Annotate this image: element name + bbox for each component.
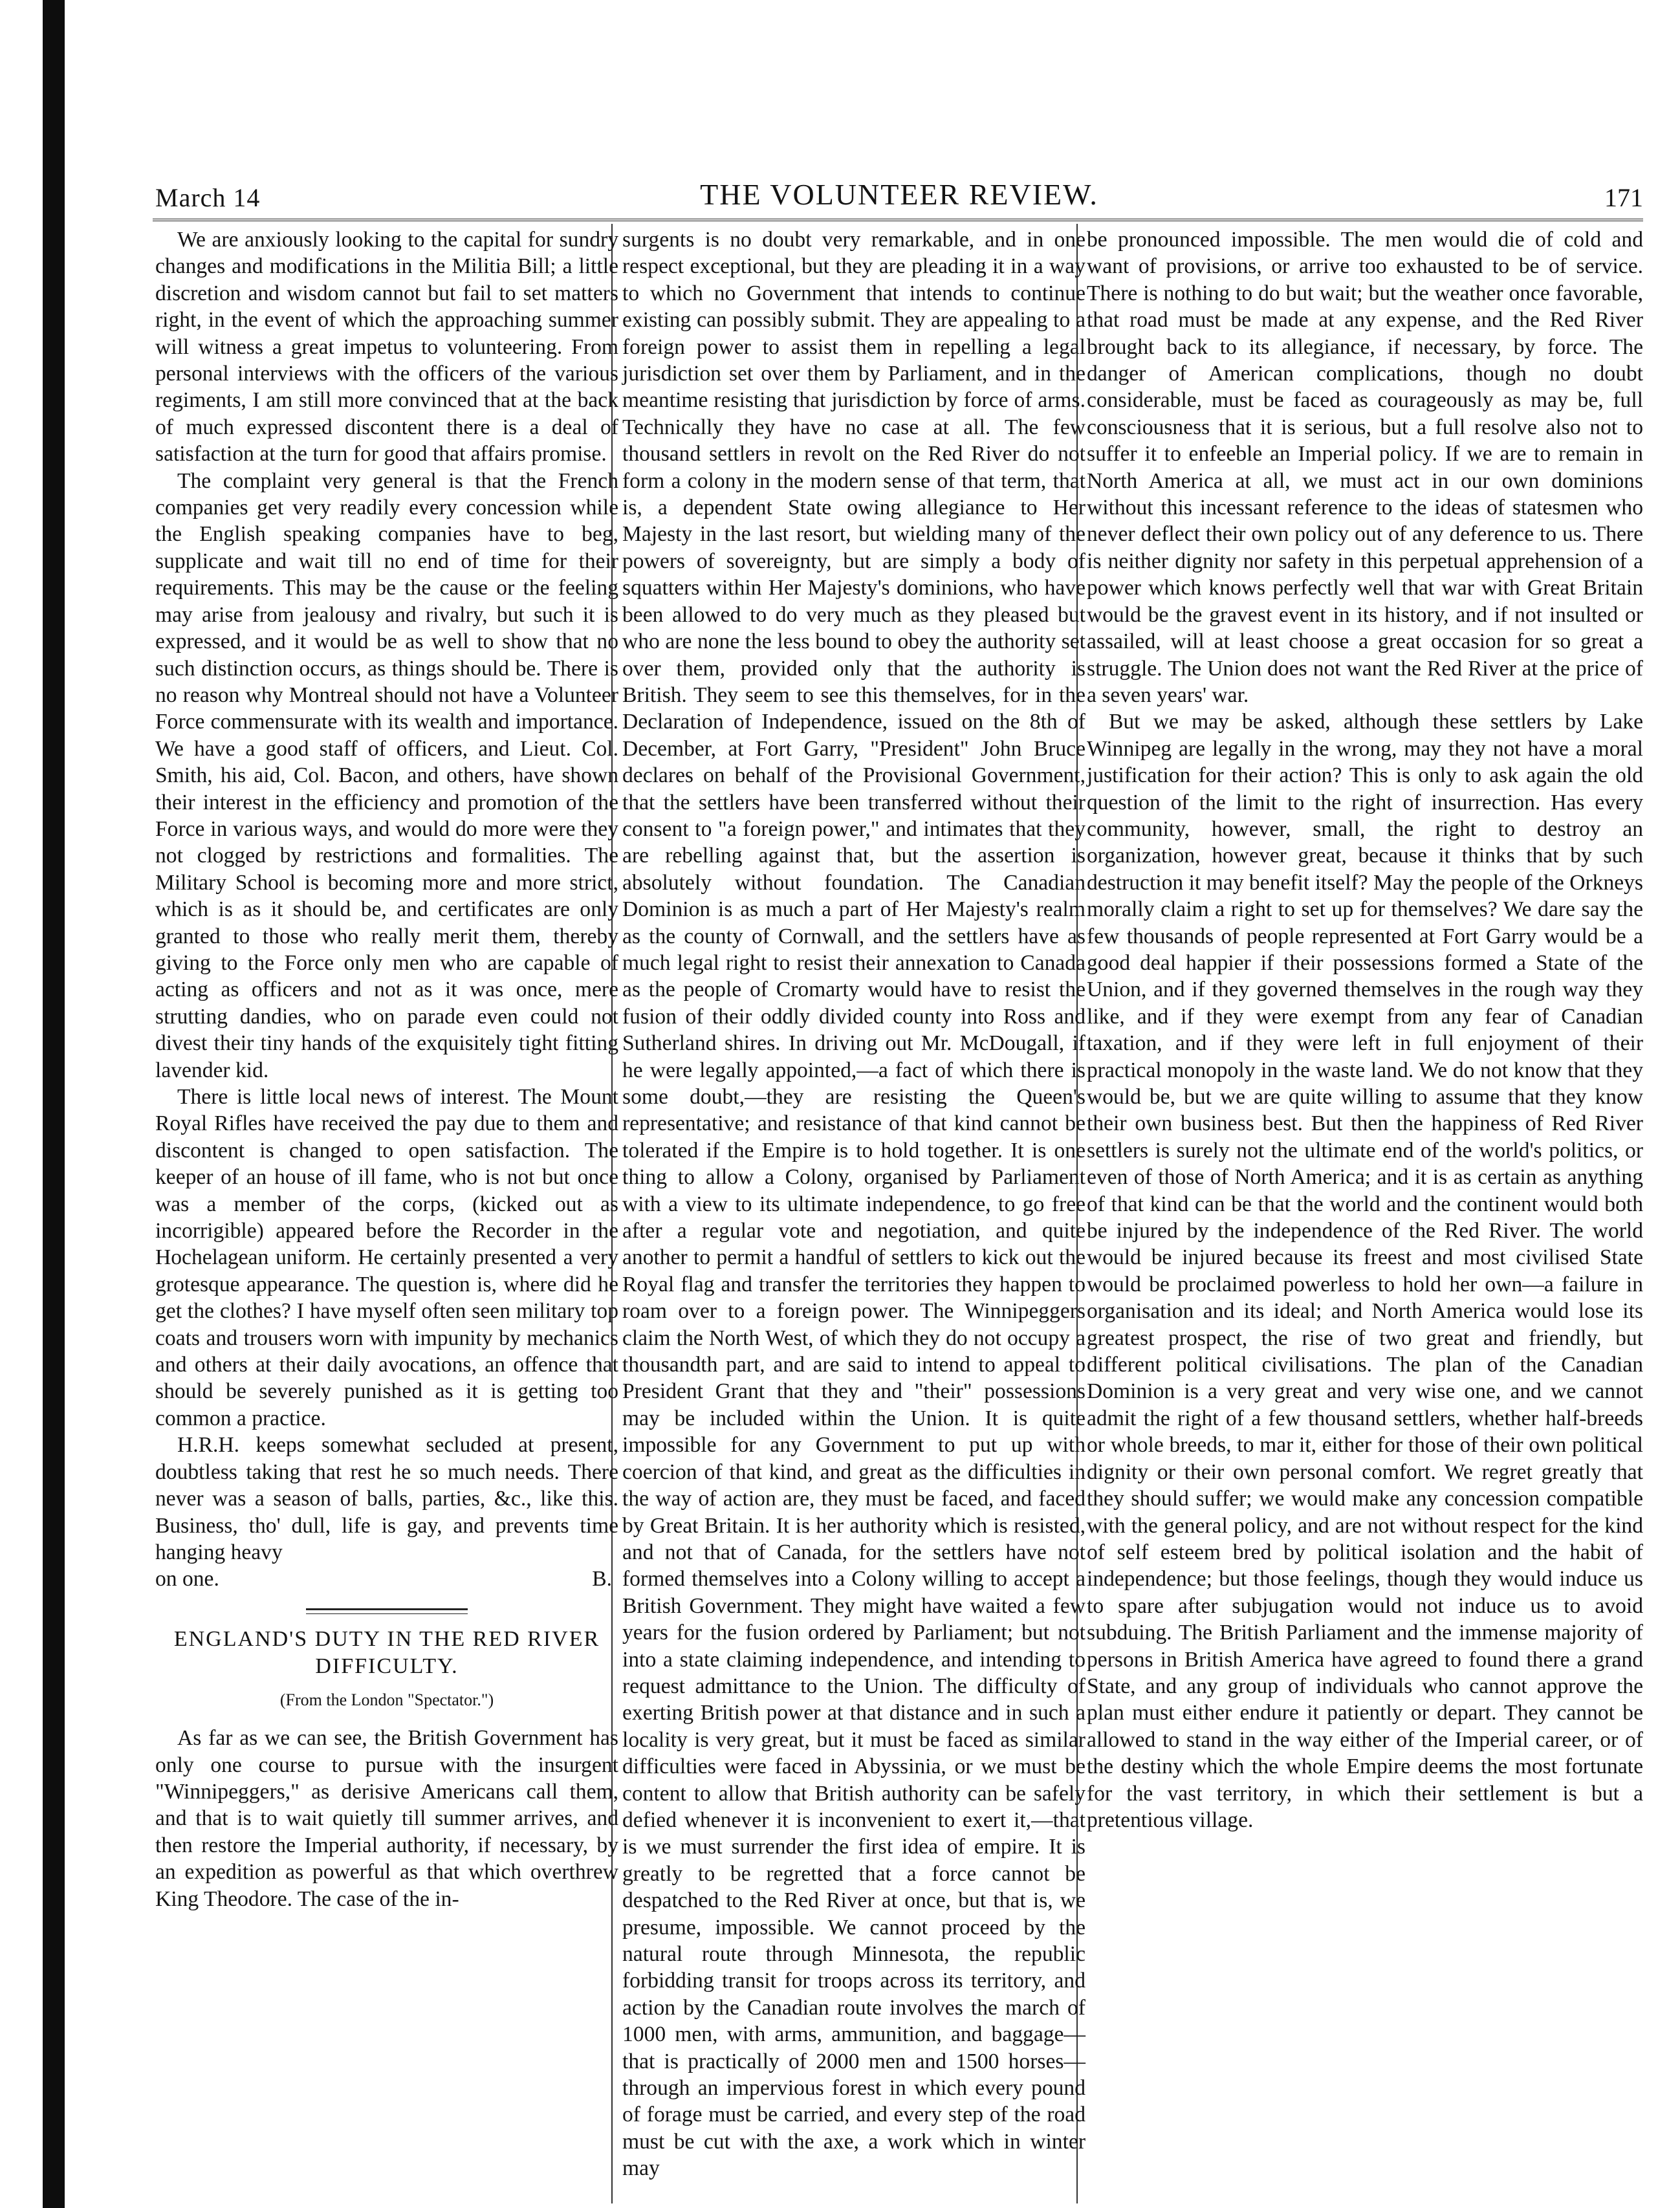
column-2 — [622, 226, 1085, 2182]
paragraph: There is little local news of interest. The Mount Royal Rifles have received the pay due to them and discontent is changed to open satisfaction. The keeper of an house of ill fame, who is not but once was a member of the corps, (kicked out as incorrigible) appeared before the Recorder in the Hochelagean uniform. He certainly presented a very grotesque appearance. The question is, where did he get the clothes? I have myself often seen military top coats and trousers worn with impunity by mechanics and others at their daily avocations, an offence that should be severely punished as it is getting too common a practice. — [155, 1085, 618, 1430]
column-1 — [155, 226, 618, 1912]
paragraph: But we may be asked, although these settlers by Lake Winnipeg are legally in the wrong, may they not have a moral justification for their action? This is only to ask again the old question of the limit to the right of insurrection. Has every community, however, small, the right to destroy an organization, however great, because it thinks that by such destruction it may benefit itself? May the people of the Orkneys morally claim a right to set up for themselves? We dare say the few thousands of people represented at Fort Garry would be a good deal happier if their possessions formed a State of the Union, and if they governed themselves in the rough way they like, and if they were exempt from any fear of Canadian taxation, and if they were left in full enjoyment of their practical monopoly in the waste land. We do not know that they would be, but we are quite willing to assume that they know their own business best. But then the happiness of Red River settlers is surely not the ultimate end of the world's politics, or even of those of North America; and it is as certain as anything of that kind can be that the world and the continent would both be injured by the independence of the Red River. The world would be injured because its freest and most civilised State would be proclaimed powerless to hold her own—a failure in organisation and its ideal; and North America would lose its greatest prospect, the rise of two great and friendly, but different political civilisations. The plan of the Canadian Dominion is a very great and very wise one, and we cannot admit the right of a few thousand settlers, whether half-breeds or whole breeds, to mar it, either for those of their own political dignity or their own personal comfort. We regret greatly that they should suffer; we would make any concession compatible with the general policy, and are not without respect for the kind of self esteem bred by political isolation and the habit of independence; but those feelings, though they would induce us to spare after subjugation would not induce us to avoid subduing. The British Parliament and the immense majority of persons in British America have agreed to found there a grand State, and any group of individuals who cannot approve the plan must either endure it patiently or depart. They cannot be allowed to stand in the way either of the Imperial career, or of the destiny which the whole Empire deems the most fortunate for the vast territory, in which their settlement is but a pretentious village. — [1087, 710, 1643, 1832]
article-heading: ENGLAND'S DUTY IN THE RED RIVER DIFFICULTY. — [173, 1626, 600, 1678]
paragraph: H.R.H. keeps somewhat secluded at present, doubtless taking that rest he so much needs. There never was a season of balls, parties, &c., like this. Business, tho' dull, life is gay, and prevents time hanging heavy — [155, 1433, 618, 1564]
section-separator — [306, 1608, 468, 1614]
letter-signoff — [155, 1566, 618, 1592]
paragraph: We are anxiously looking to the capital for sundry changes and modifications in the Militia Bill; a little discretion and wisdom cannot but fail to set matters right, in the event of which the approaching summer will witness a great impetus to volunteering. From personal interviews with the officers of the various regiments, I am still more convinced that at the back of much expressed discontent there is a deal of satisfaction at the turn for good that affairs promise. — [155, 228, 618, 466]
closing-words: on one. — [155, 1567, 219, 1591]
paragraph: surgents is no doubt very remarkable, and in one respect exceptional, but they are pleading it in a way to which no Government that intends to continue existing can possibly submit. They are appealing to a foreign power to assist them in repelling a legal jurisdiction set over them by Parliament, and in the meantime resisting that jurisdiction by force of arms. Technically they have no case at all. The few thousand settlers in revolt on the Red River do not form a colony in the modern sense of that term, that is, a dependent State owing allegiance to Her Majesty in the last resort, but wielding many of the powers of sovereignty, but are simply a body of squatters within Her Majesty's dominions, who have been allowed to do very much as they pleased but who are none the less bound to obey the authority set over them, provided only that the authority is British. They seem to see this themselves, for in the Declaration of Independence, issued on the 8th of December, at Fort Garry, "President" John Bruce declares on behalf of the Provisional Government, that the settlers have been transferred without their consent to "a foreign power," and intimates that they are rebelling against that, but the assertion is absolutely without foundation. The Canadian Dominion is as much a part of Her Majesty's realm as the county of Cornwall, and the settlers have as much legal right to resist their annexation to Canada as the people of Cromarty would have to resist the fusion of their oddly divided county into Ross and Sutherland shires. In driving out Mr. McDougall, if he were legally appointed,—a fact of which there is some doubt,—they are resisting the Queen's representative; and resistance of that kind cannot be tolerated if the Empire is to hold together. It is one thing to allow a Colony, organised by Parliament with a view to its ultimate independence, to go free after a regular vote and negotiation, and quite another to permit a handful of settlers to kick out the Royal flag and transfer the territories they happen to roam over to a foreign power. The Winnipeggers claim the North West, of which they do not occupy a thousandth part, and are said to intend to appeal to President Grant that they and "their" possessions may be included within the Union. It is quite impossible for any Government to put up with coercion of that kind, and great as the difficulties in the way of action are, they must be faced, and faced by Great Britain. It is her authority which is resisted, and not that of Canada, for the settlers have not formed themselves into a Colony willing to accept a British Government. They might have waited a few years for the fusion ordered by Parliament; but not into a state claiming independence, and intending to request admittance to the Union. The difficulty of exerting British power at that distance and in such a locality is very great, but it must be faced as similar difficulties were faced in Abyssinia, or we must be content to allow that British authority can be safely defied whenever it is inconvenient to exert it,—that is we must surrender the first idea of empire. It is greatly to be regretted that a force cannot be despatched to the Red River at once, but that is, we presume, impossible. We cannot proceed by the natural route through Minnesota, the republic forbidding transit for troops across its territory, and action by the Canadian route involves the march of 1000 men, with arms, ammunition, and baggage—that is practically of 2000 men and 1500 horses—through an impervious forest in which every pound of forage must be carried, and every step of the road must be cut with the axe, a work which in winter may — [622, 228, 1085, 2181]
paragraph: be pronounced impossible. The men would die of cold and want of provisions, or arrive too exhausted to be of service. There is nothing to do but wait; but the weather once favorable, that road must be made at any expense, and the Red River brought back to its allegiance, if necessary, by force. The danger of American complications, though no doubt considerable, must be faced as courageously as may be, full consciousness that it is serious, but a full resolve also not to suffer it to enfeeble an Imperial policy. If we are to remain in North America at all, we must act in our own dominions without this incessant reference to the ideas of statesmen who never deflect their own policy out of any deference to us. There is neither dignity nor safety in this perpetual apprehension of a power which knows perfectly well that war with Great Britain would be the gravest event in its history, and if not insulted or assailed, will at least choose a great occasion for so great a struggle. The Union does not want the Red River at the price of a seven years' war. — [1087, 228, 1643, 707]
article-source: (From the London "Spectator.") — [279, 1690, 494, 1709]
binding-edge — [43, 0, 65, 2208]
page-header — [155, 173, 1643, 219]
paragraph: The complaint very general is that the French companies get very readily every concession while the English speaking companies have to beg, supplicate and wait till no end of time for their requirements. This may be the cause or the feeling may arise from jealousy and rivalry, but such it is expressed, and it would be as well to show that no such distinction occurs, as things should be. There is no reason why Montreal should not have a Volunteer Force commensurate with its wealth and importance. We have a good staff of officers, and Lieut. Col. Smith, his aid, Col. Bacon, and others, have shown their interest in the efficiency and promotion of the Force in various ways, and would do more were they not clogged by restrictions and formalities. The Military School is becoming more and more strict, which is as it should be, and certificates are only granted to those who really merit them, thereby giving to the Force only men who are capable of acting as officers and not as it was once, mere strutting dandies, who on parade even could not divest their tiny hands of the exquisitely tight fitting lavender kid. — [155, 468, 618, 1082]
header-rule — [153, 219, 1643, 221]
column-3 — [1087, 226, 1643, 1833]
signature: B. — [592, 1567, 612, 1591]
publication-title: THE VOLUNTEER REVIEW. — [700, 178, 1098, 211]
paragraph: As far as we can see, the British Government has only one course to pursue with the insurgent "Winnipeggers," as derisive Americans call them, and that is to wait quietly till summer arrives, and then restore the Imperial authority, if necessary, by an expedition as powerful as that which overthrew King Theodore. The case of the in- — [155, 1726, 618, 1911]
issue-date: March 14 — [155, 183, 261, 212]
page-number: 171 — [1604, 183, 1643, 212]
